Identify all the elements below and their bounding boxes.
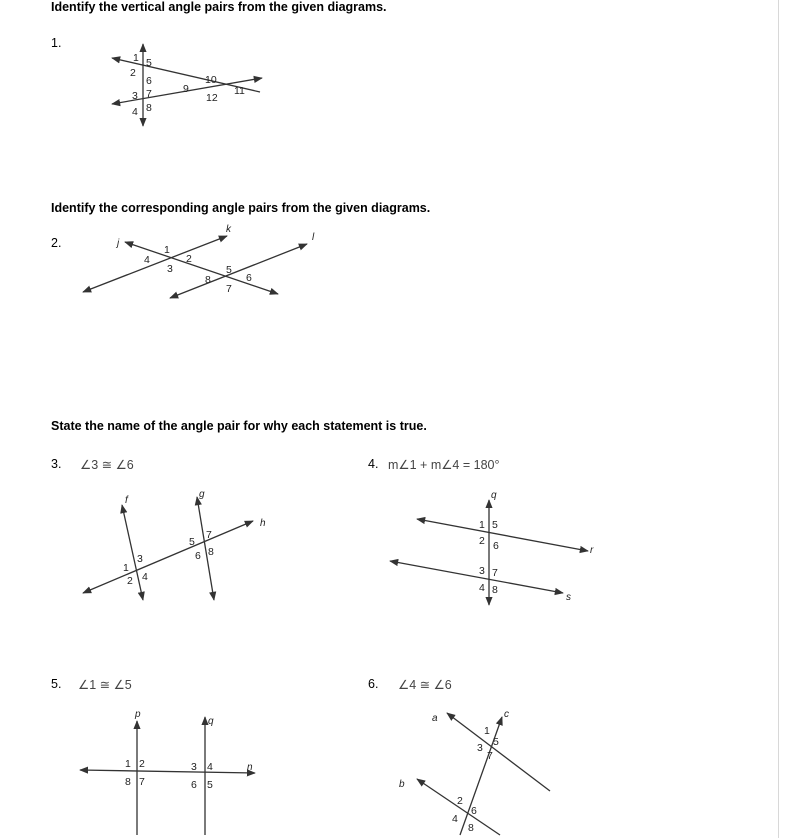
angle-pair-name-heading: State the name of the angle pair for why each statement is true. bbox=[51, 419, 427, 433]
fig5-angle-2: 2 bbox=[139, 758, 145, 770]
fig6-angle-3: 3 bbox=[477, 742, 483, 754]
fig2-angle-5: 5 bbox=[226, 264, 232, 276]
fig6-label-b: b bbox=[399, 779, 405, 790]
fig5-label-n: n bbox=[247, 762, 253, 773]
figure-3-diagram bbox=[75, 483, 280, 608]
fig6-line-b bbox=[417, 779, 500, 835]
fig4-line-r bbox=[417, 519, 588, 551]
fig1-angle-4: 4 bbox=[132, 106, 138, 118]
fig5-angle-3: 3 bbox=[191, 761, 197, 773]
fig3-angle-3: 3 bbox=[137, 553, 143, 565]
fig4-angle-8: 8 bbox=[492, 584, 498, 596]
fig4-angle-6: 6 bbox=[493, 540, 499, 552]
fig5-angle-6: 6 bbox=[191, 779, 197, 791]
fig1-angle-7: 7 bbox=[146, 88, 152, 100]
figure-1-diagram bbox=[100, 40, 270, 130]
fig3-line-h bbox=[83, 521, 253, 593]
fig6-line-a bbox=[447, 713, 550, 791]
fig6-angle-2: 2 bbox=[457, 795, 463, 807]
vertical-angles-heading: Identify the vertical angle pairs from the given diagrams. bbox=[51, 0, 387, 14]
fig1-angle-1: 1 bbox=[133, 52, 139, 64]
fig4-angle-5: 5 bbox=[492, 519, 498, 531]
fig4-label-s: s bbox=[566, 592, 571, 603]
fig6-angle-5: 5 bbox=[493, 736, 499, 748]
fig2-label-k: k bbox=[226, 224, 231, 235]
fig6-line-c bbox=[460, 717, 502, 835]
page-edge bbox=[778, 0, 779, 838]
fig3-angle-1: 1 bbox=[123, 562, 129, 574]
problem-6-number: 6. bbox=[368, 677, 379, 691]
fig5-angle-7: 7 bbox=[139, 776, 145, 788]
fig2-label-j: j bbox=[117, 238, 120, 249]
figure-6-diagram bbox=[390, 703, 570, 838]
fig5-angle-4: 4 bbox=[207, 761, 213, 773]
fig2-angle-8: 8 bbox=[205, 274, 211, 286]
fig3-angle-5: 5 bbox=[189, 536, 195, 548]
fig6-angle-6: 6 bbox=[471, 805, 477, 817]
fig3-angle-6: 6 bbox=[195, 550, 201, 562]
fig6-angle-4: 4 bbox=[452, 813, 458, 825]
figure-5-diagram bbox=[75, 703, 275, 838]
fig3-angle-4: 4 bbox=[142, 571, 148, 583]
problem-3-number: 3. bbox=[51, 457, 62, 471]
fig3-angle-2: 2 bbox=[127, 575, 133, 587]
fig3-label-f: f bbox=[125, 495, 128, 506]
problem-5-statement: ∠1 ≅ ∠5 bbox=[78, 678, 132, 692]
fig4-angle-3: 3 bbox=[479, 565, 485, 577]
fig3-angle-8: 8 bbox=[208, 546, 214, 558]
problem-6-statement: ∠4 ≅ ∠6 bbox=[398, 678, 452, 692]
fig4-angle-1: 1 bbox=[479, 519, 485, 531]
problem-5-number: 5. bbox=[51, 677, 62, 691]
figure-2-diagram bbox=[75, 222, 330, 307]
figure-4-diagram bbox=[385, 483, 600, 608]
fig1-angle-9: 9 bbox=[183, 83, 189, 95]
fig5-angle-1: 1 bbox=[125, 758, 131, 770]
fig2-angle-4: 4 bbox=[144, 254, 150, 266]
fig3-angle-7: 7 bbox=[206, 529, 212, 541]
fig6-angle-7: 7 bbox=[487, 750, 493, 762]
fig6-label-a: a bbox=[432, 713, 438, 724]
fig4-angle-7: 7 bbox=[492, 567, 498, 579]
fig5-angle-5: 5 bbox=[207, 779, 213, 791]
problem-1-number: 1. bbox=[51, 36, 62, 50]
fig6-angle-8: 8 bbox=[468, 822, 474, 834]
fig1-angle-12: 12 bbox=[206, 92, 218, 104]
fig1-angle-8: 8 bbox=[146, 102, 152, 114]
fig2-angle-3: 3 bbox=[167, 263, 173, 275]
fig5-label-p: p bbox=[135, 709, 141, 720]
fig4-label-q: q bbox=[491, 490, 497, 501]
problem-4-number: 4. bbox=[368, 457, 379, 471]
fig4-angle-4: 4 bbox=[479, 582, 485, 594]
fig4-line-s bbox=[390, 561, 563, 593]
fig5-label-q: q bbox=[208, 716, 214, 727]
fig5-line-n bbox=[80, 770, 255, 773]
fig2-angle-7: 7 bbox=[226, 283, 232, 295]
fig4-angle-2: 2 bbox=[479, 535, 485, 547]
fig2-label-l: l bbox=[312, 232, 315, 243]
fig1-angle-6: 6 bbox=[146, 75, 152, 87]
fig6-label-c: c bbox=[504, 709, 509, 720]
fig4-label-r: r bbox=[590, 545, 594, 556]
corresponding-angles-heading: Identify the corresponding angle pairs from the given diagrams. bbox=[51, 201, 431, 215]
fig2-angle-2: 2 bbox=[186, 253, 192, 265]
problem-2-number: 2. bbox=[51, 236, 62, 250]
problem-4-statement: m∠1 + m∠4 = 180° bbox=[388, 458, 500, 472]
fig2-angle-1: 1 bbox=[164, 244, 170, 256]
fig3-label-g: g bbox=[199, 489, 205, 500]
fig3-label-h: h bbox=[260, 518, 266, 529]
fig1-angle-11: 11 bbox=[234, 85, 245, 97]
fig1-angle-2: 2 bbox=[130, 67, 136, 79]
fig1-angle-3: 3 bbox=[132, 90, 138, 102]
fig6-angle-1: 1 bbox=[484, 725, 490, 737]
fig5-angle-8: 8 bbox=[125, 776, 131, 788]
fig1-angle-10: 10 bbox=[205, 74, 217, 86]
problem-3-statement: ∠3 ≅ ∠6 bbox=[80, 458, 134, 472]
fig1-angle-5: 5 bbox=[146, 57, 152, 69]
fig2-angle-6: 6 bbox=[246, 272, 252, 284]
